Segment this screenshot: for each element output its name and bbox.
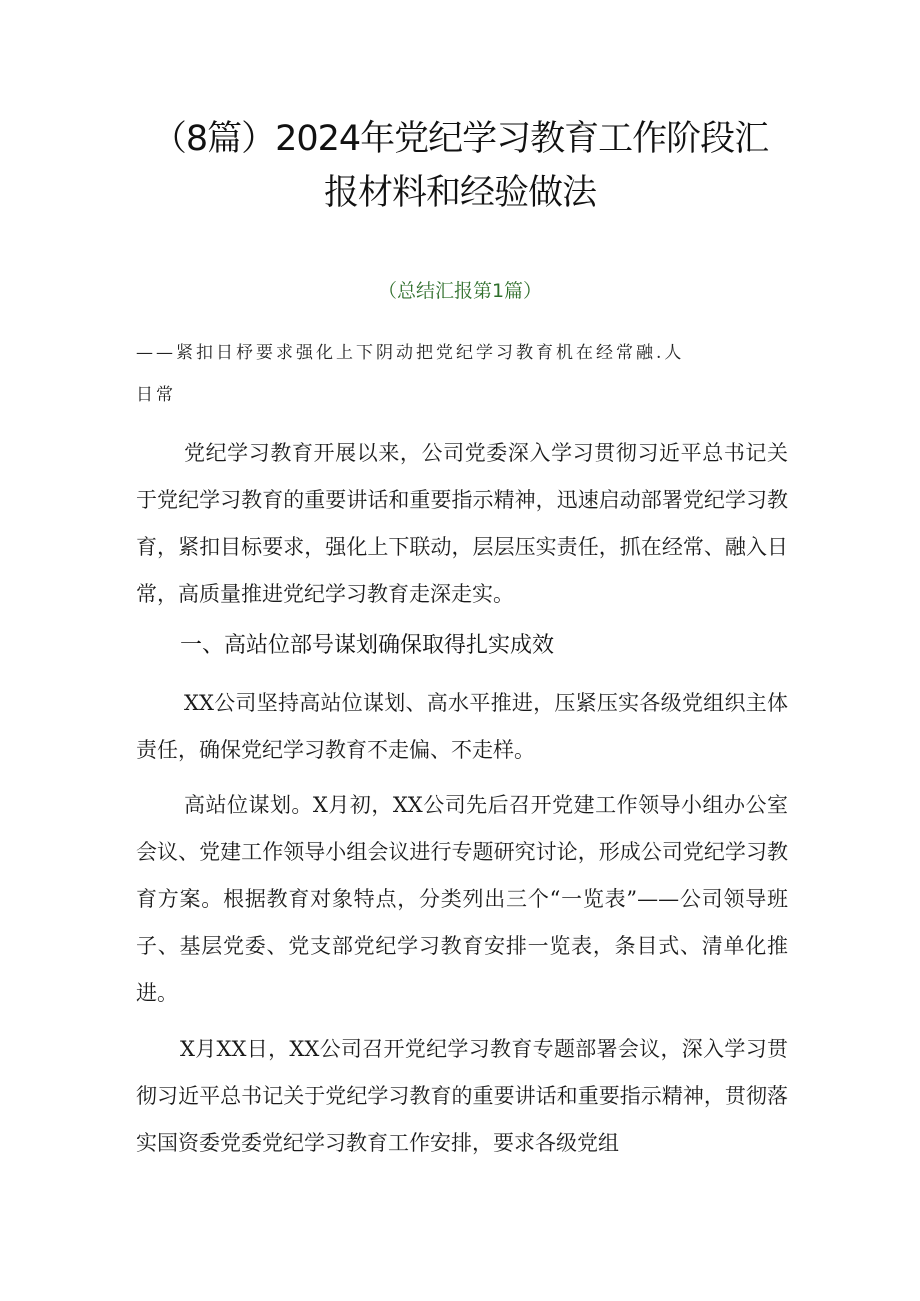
title-line-2: 报材料和经验做法 [323, 173, 596, 213]
paragraph-4: X月XX日，XX公司召开党纪学习教育专题部署会议，深入学习贯彻习近平总书记关于党纪学习教育的重要讲话和重要指示精神，贯彻落实国资委党委党纪学习教育工作安排，要求各级党组 [136, 1037, 788, 1155]
paragraph-3: 高站位谋划。X月初，XX公司先后召开党建工作领导小组办公室会议、党建工作领导小组会议进行专题研究讨论，形成公司党纪学习教育方案。根据教育对象特点，分类列出三个“一览表”——公司领导班子、基层党委、党支部党纪学习教育安排一览表，条目式、清单化推进。 [136, 793, 788, 1005]
section-heading-1: 一、高站位部号谋划确保取得扎实成效 [180, 633, 555, 658]
title-line-1: （8篇）2024年党纪学习教育工作阶段汇 [151, 119, 769, 159]
paragraph-2: XX公司坚持高站位谋划、高水平推进，压紧压实各级党组织主体责任，确保党纪学习教育不走偏、不走样。 [136, 691, 788, 762]
document-subtitle: （总结汇报第1篇） [377, 280, 543, 302]
document-title [130, 112, 790, 220]
dash-line-2: 日常 [136, 385, 176, 405]
dash-line-1: ——紧扣日杼要求强化上下阴动把党纪学习教育机在经常融.人 [136, 343, 685, 363]
paragraph-intro: 党纪学习教育开展以来，公司党委深入学习贯彻习近平总书记关于党纪学习教育的重要讲话和重要指示精神，迅速启动部署党纪学习教育，紧扣目标要求，强化上下联动，层层压实责任，抓在经常、融入日常，高质量推进党纪学习教育走深走实。 [136, 441, 788, 606]
